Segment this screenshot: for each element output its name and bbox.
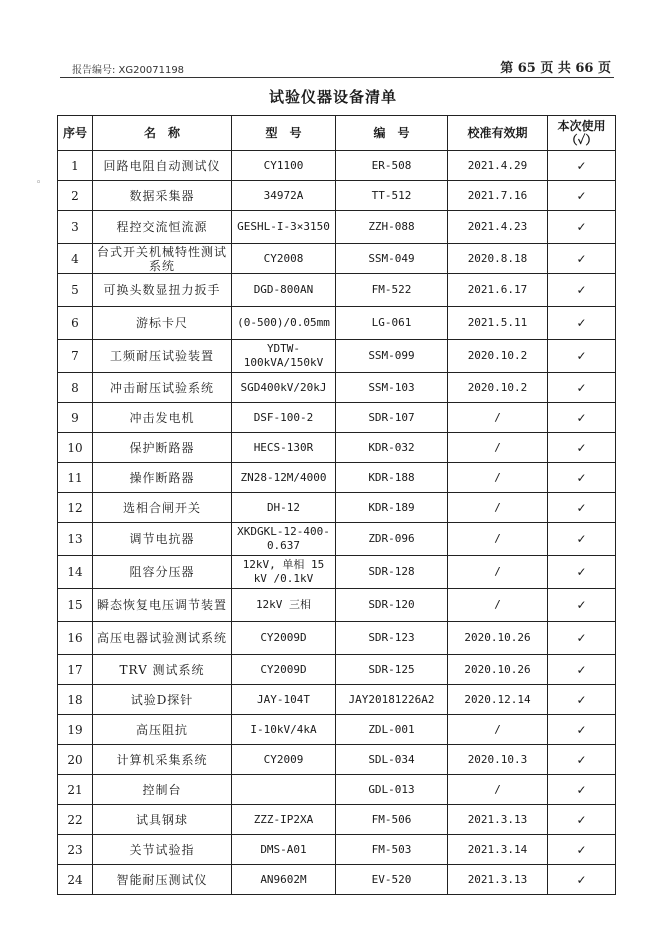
cell-serial: FM-503 <box>336 835 448 865</box>
cell-model: DMS-A01 <box>232 835 336 865</box>
table-body <box>58 151 616 895</box>
cell-used: ✓ <box>548 556 616 589</box>
cell-model: YDTW-100kVA/150kV <box>232 340 336 373</box>
cell-used: ✓ <box>548 685 616 715</box>
cell-serial: SSM-049 <box>336 244 448 274</box>
cell-name: 高压电器试验测试系统 <box>93 622 232 655</box>
cell-used: ✓ <box>548 523 616 556</box>
cell-used: ✓ <box>548 244 616 274</box>
cell-model: 12kV, 单相 15 kV /0.1kV <box>232 556 336 589</box>
cell-model: CY2009 <box>232 745 336 775</box>
cell-serial: SDR-120 <box>336 589 448 622</box>
cell-name: 高压阻抗 <box>93 715 232 745</box>
table-row <box>58 340 616 373</box>
cell-number: 12 <box>58 493 93 523</box>
table-row <box>58 775 616 805</box>
cell-serial: LG-061 <box>336 307 448 340</box>
table-row <box>58 181 616 211</box>
cell-model: GESHL-I-3×3150 <box>232 211 336 244</box>
cell-name: 游标卡尺 <box>93 307 232 340</box>
cell-serial: GDL-013 <box>336 775 448 805</box>
table-header-row <box>58 116 616 151</box>
table-row <box>58 307 616 340</box>
cell-model: DGD-800AN <box>232 274 336 307</box>
cell-calibration: 2021.3.13 <box>448 805 548 835</box>
cell-number: 11 <box>58 463 93 493</box>
table-row <box>58 493 616 523</box>
table-row <box>58 745 616 775</box>
cell-serial: TT-512 <box>336 181 448 211</box>
cell-name: 回路电阻自动测试仪 <box>93 151 232 181</box>
cell-calibration: 2021.7.16 <box>448 181 548 211</box>
cell-name: 试具钢球 <box>93 805 232 835</box>
table-row <box>58 403 616 433</box>
table-row <box>58 556 616 589</box>
table-row <box>58 622 616 655</box>
cell-name: 控制台 <box>93 775 232 805</box>
equipment-table <box>57 115 616 895</box>
cell-used: ✓ <box>548 181 616 211</box>
cell-used: ✓ <box>548 211 616 244</box>
cell-model: DH-12 <box>232 493 336 523</box>
cell-used: ✓ <box>548 835 616 865</box>
cell-serial: SSM-099 <box>336 340 448 373</box>
cell-serial: SDR-125 <box>336 655 448 685</box>
cell-serial: KDR-189 <box>336 493 448 523</box>
cell-used: ✓ <box>548 805 616 835</box>
cell-calibration: / <box>448 493 548 523</box>
cell-used: ✓ <box>548 403 616 433</box>
cell-name: 冲击耐压试验系统 <box>93 373 232 403</box>
cell-name: 数据采集器 <box>93 181 232 211</box>
cell-number: 19 <box>58 715 93 745</box>
cell-number: 1 <box>58 151 93 181</box>
cell-model: 34972A <box>232 181 336 211</box>
cell-model: 12kV 三相 <box>232 589 336 622</box>
cell-number: 4 <box>58 244 93 274</box>
cell-used: ✓ <box>548 775 616 805</box>
cell-used: ✓ <box>548 151 616 181</box>
cell-calibration: 2021.4.23 <box>448 211 548 244</box>
cell-number: 22 <box>58 805 93 835</box>
cell-calibration: 2021.4.29 <box>448 151 548 181</box>
cell-calibration: 2021.6.17 <box>448 274 548 307</box>
cell-name: 试验D探针 <box>93 685 232 715</box>
column-header-calibration: 校准有效期 <box>448 116 548 151</box>
cell-name: 工频耐压试验装置 <box>93 340 232 373</box>
cell-name: 程控交流恒流源 <box>93 211 232 244</box>
cell-calibration: 2020.10.26 <box>448 655 548 685</box>
cell-used: ✓ <box>548 745 616 775</box>
column-header-name: 名 称 <box>93 116 232 151</box>
cell-name: 冲击发电机 <box>93 403 232 433</box>
cell-serial: FM-506 <box>336 805 448 835</box>
cell-calibration: / <box>448 589 548 622</box>
cell-number: 20 <box>58 745 93 775</box>
cell-number: 21 <box>58 775 93 805</box>
cell-serial: SDL-034 <box>336 745 448 775</box>
cell-calibration: 2020.8.18 <box>448 244 548 274</box>
table-row <box>58 373 616 403</box>
cell-model: CY2009D <box>232 655 336 685</box>
cell-number: 13 <box>58 523 93 556</box>
cell-serial: ZDL-001 <box>336 715 448 745</box>
cell-number: 17 <box>58 655 93 685</box>
cell-calibration: 2021.5.11 <box>448 307 548 340</box>
cell-name: 瞬态恢复电压调节装置 <box>93 589 232 622</box>
column-header-model: 型 号 <box>232 116 336 151</box>
cell-calibration: / <box>448 556 548 589</box>
cell-serial: ZDR-096 <box>336 523 448 556</box>
cell-calibration: 2020.12.14 <box>448 685 548 715</box>
cell-name: 操作断路器 <box>93 463 232 493</box>
cell-number: 6 <box>58 307 93 340</box>
cell-number: 14 <box>58 556 93 589</box>
table-row <box>58 523 616 556</box>
cell-name: 关节试验指 <box>93 835 232 865</box>
cell-calibration: / <box>448 715 548 745</box>
cell-used: ✓ <box>548 589 616 622</box>
cell-serial: KDR-188 <box>336 463 448 493</box>
table-row <box>58 805 616 835</box>
cell-model: XKDGKL-12-400-0.637 <box>232 523 336 556</box>
table-row <box>58 211 616 244</box>
cell-model: I-10kV/4kA <box>232 715 336 745</box>
cell-serial: SDR-123 <box>336 622 448 655</box>
column-header-number: 序号 <box>58 116 93 151</box>
column-header-used: 本次使用（✓） <box>548 116 616 151</box>
cell-name: 台式开关机械特性测试系统 <box>93 244 232 274</box>
cell-number: 8 <box>58 373 93 403</box>
cell-number: 2 <box>58 181 93 211</box>
cell-used: ✓ <box>548 655 616 685</box>
cell-used: ✓ <box>548 493 616 523</box>
cell-serial: SSM-103 <box>336 373 448 403</box>
cell-name: 计算机采集系统 <box>93 745 232 775</box>
cell-model: CY2008 <box>232 244 336 274</box>
table-row <box>58 865 616 895</box>
cell-serial: JAY20181226A2 <box>336 685 448 715</box>
header-divider <box>60 77 614 78</box>
cell-used: ✓ <box>548 340 616 373</box>
cell-number: 18 <box>58 685 93 715</box>
cell-serial: KDR-032 <box>336 433 448 463</box>
cell-name: TRV 测试系统 <box>93 655 232 685</box>
cell-used: ✓ <box>548 865 616 895</box>
document-title: 试验仪器设备清单 <box>268 88 397 106</box>
table-row <box>58 274 616 307</box>
cell-calibration: 2021.3.13 <box>448 865 548 895</box>
table-row <box>58 685 616 715</box>
cell-name: 可换头数显扭力扳手 <box>93 274 232 307</box>
table-row <box>58 589 616 622</box>
cell-model: CY1100 <box>232 151 336 181</box>
cell-name: 调节电抗器 <box>93 523 232 556</box>
cell-calibration: 2020.10.2 <box>448 340 548 373</box>
cell-used: ✓ <box>548 715 616 745</box>
cell-number: 10 <box>58 433 93 463</box>
cell-model: ZZZ-IP2XA <box>232 805 336 835</box>
column-header-serial: 编 号 <box>336 116 448 151</box>
table-row <box>58 463 616 493</box>
cell-name: 阻容分压器 <box>93 556 232 589</box>
cell-calibration: 2021.3.14 <box>448 835 548 865</box>
cell-model: ZN28-12M/4000 <box>232 463 336 493</box>
cell-model: DSF-100-2 <box>232 403 336 433</box>
cell-calibration: 2020.10.3 <box>448 745 548 775</box>
cell-model <box>232 775 336 805</box>
cell-serial: ZZH-088 <box>336 211 448 244</box>
cell-calibration: 2020.10.2 <box>448 373 548 403</box>
cell-number: 7 <box>58 340 93 373</box>
binding-hole-mark: ◦ <box>36 178 42 188</box>
cell-name: 选相合闸开关 <box>93 493 232 523</box>
cell-number: 23 <box>58 835 93 865</box>
cell-used: ✓ <box>548 433 616 463</box>
report-number: 报告编号: XG20071198 <box>72 65 185 76</box>
table-row <box>58 715 616 745</box>
cell-serial: EV-520 <box>336 865 448 895</box>
cell-number: 5 <box>58 274 93 307</box>
cell-serial: SDR-128 <box>336 556 448 589</box>
table-row <box>58 835 616 865</box>
cell-calibration: 2020.10.26 <box>448 622 548 655</box>
cell-serial: FM-522 <box>336 274 448 307</box>
cell-calibration: / <box>448 523 548 556</box>
cell-name: 保护断路器 <box>93 433 232 463</box>
cell-number: 24 <box>58 865 93 895</box>
cell-calibration: / <box>448 403 548 433</box>
cell-name: 智能耐压测试仪 <box>93 865 232 895</box>
cell-number: 15 <box>58 589 93 622</box>
cell-number: 16 <box>58 622 93 655</box>
cell-calibration: / <box>448 775 548 805</box>
table-row <box>58 244 616 274</box>
cell-model: AN9602M <box>232 865 336 895</box>
cell-model: CY2009D <box>232 622 336 655</box>
cell-used: ✓ <box>548 373 616 403</box>
cell-number: 9 <box>58 403 93 433</box>
cell-calibration: / <box>448 433 548 463</box>
page-info: 第 65 页 共 66 页 <box>500 61 611 76</box>
cell-used: ✓ <box>548 307 616 340</box>
table-row <box>58 433 616 463</box>
cell-used: ✓ <box>548 622 616 655</box>
cell-model: HECS-130R <box>232 433 336 463</box>
cell-used: ✓ <box>548 463 616 493</box>
cell-serial: ER-508 <box>336 151 448 181</box>
cell-serial: SDR-107 <box>336 403 448 433</box>
cell-model: JAY-104T <box>232 685 336 715</box>
table-row <box>58 151 616 181</box>
table-row <box>58 655 616 685</box>
cell-model: (0-500)/0.05mm <box>232 307 336 340</box>
cell-calibration: / <box>448 463 548 493</box>
cell-used: ✓ <box>548 274 616 307</box>
cell-model: SGD400kV/20kJ <box>232 373 336 403</box>
cell-number: 3 <box>58 211 93 244</box>
